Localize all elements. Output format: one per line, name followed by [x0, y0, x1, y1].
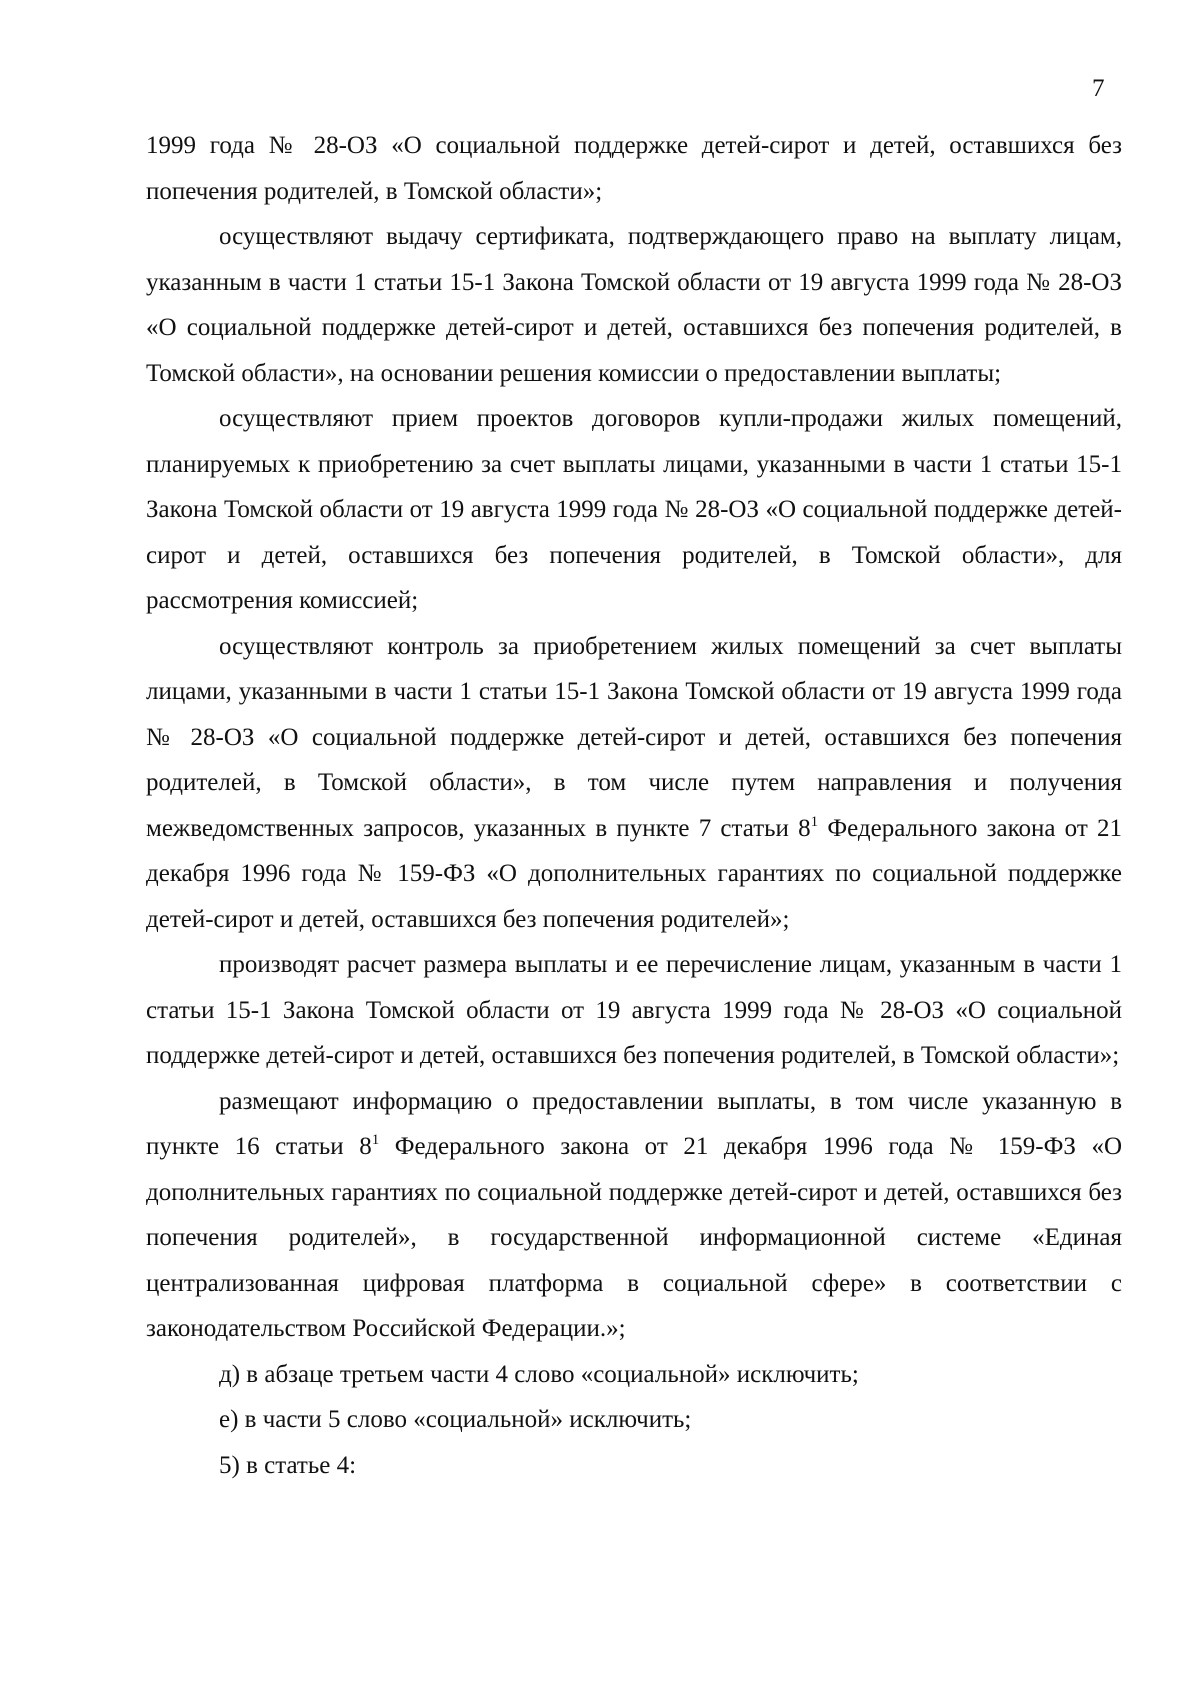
- paragraph-2: осуществляют выдачу сертификата, подтверждающего право на выплату лицам, указанным в части 1 статьи 15-1 Закона Томской области от 19 августа 1999 года № 28-ОЗ «О социальной поддержке детей-сирот и детей, оставшихся без попечения родителей, в Томской области», на основании решения комиссии о предоставлении выплаты;: [146, 223, 1122, 387]
- paragraph-6-text-before: размещают информацию о предоставлении выплаты, в том числе указанную в пункте 16 статьи 8: [146, 1087, 1122, 1160]
- paragraph-6: [146, 1079, 1122, 1352]
- paragraph-9: 5) в статье 4:: [219, 1451, 357, 1479]
- paragraph-4-text-after: Федерального закона от 21 декабря 1996 года № 159-ФЗ «О дополнительных гарантиях по социальной поддержке детей-сирот и детей, оставшихся без попечения родителей»;: [146, 814, 1122, 933]
- paragraph-7: д) в абзаце третьем части 4 слово «социальной» исключить;: [219, 1360, 859, 1388]
- superscript-1: 1: [810, 813, 819, 830]
- paragraph-6-text-after: Федерального закона от 21 декабря 1996 года № 159-ФЗ «О дополнительных гарантиях по социальной поддержке детей-сирот и детей, оставшихся без попечения родителей», в государственной информационной системе «Единая централизованная цифровая платформа в социальной сфере» в соответствии с законодательством Российской Федерации.»;: [146, 1133, 1122, 1342]
- paragraph-8: е) в части 5 слово «социальной» исключить;: [219, 1406, 692, 1433]
- paragraph-1: 1999 года № 28-ОЗ «О социальной поддержке детей-сирот и детей, оставшихся без попечения родителей, в Томской области»;: [146, 132, 1122, 205]
- paragraph-4: [146, 624, 1122, 943]
- document-body: [146, 123, 1122, 1488]
- paragraph-4-text-before: осуществляют контроль за приобретением жилых помещений за счет выплаты лицами, указанными в части 1 статьи 15-1 Закона Томской области от 19 августа 1999 года № 28-ОЗ «О социальной поддержке детей-сирот и детей, оставшихся без попечения родителей, в Томской области», в том числе путем направления и получения межведомственных запросов, указанных в пункте 7 статьи 8: [146, 632, 1122, 842]
- superscript-2: 1: [371, 1132, 380, 1148]
- paragraph-5: производят расчет размера выплаты и ее перечисление лицам, указанным в части 1 статьи 15-1 Закона Томской области от 19 августа 1999 года № 28-ОЗ «О социальной поддержке детей-сирот и детей, оставшихся без попечения родителей, в Томской области»;: [146, 951, 1122, 1069]
- paragraph-3: осуществляют прием проектов договоров купли-продажи жилых помещений, планируемых к приобретению за счет выплаты лицами, указанными в части 1 статьи 15-1 Закона Томской области от 19 августа 1999 года № 28-ОЗ «О социальной поддержке детей-сирот и детей, оставшихся без попечения родителей, в Томской области», для рассмотрения комиссией;: [146, 405, 1122, 614]
- page-number: 7: [1092, 75, 1105, 102]
